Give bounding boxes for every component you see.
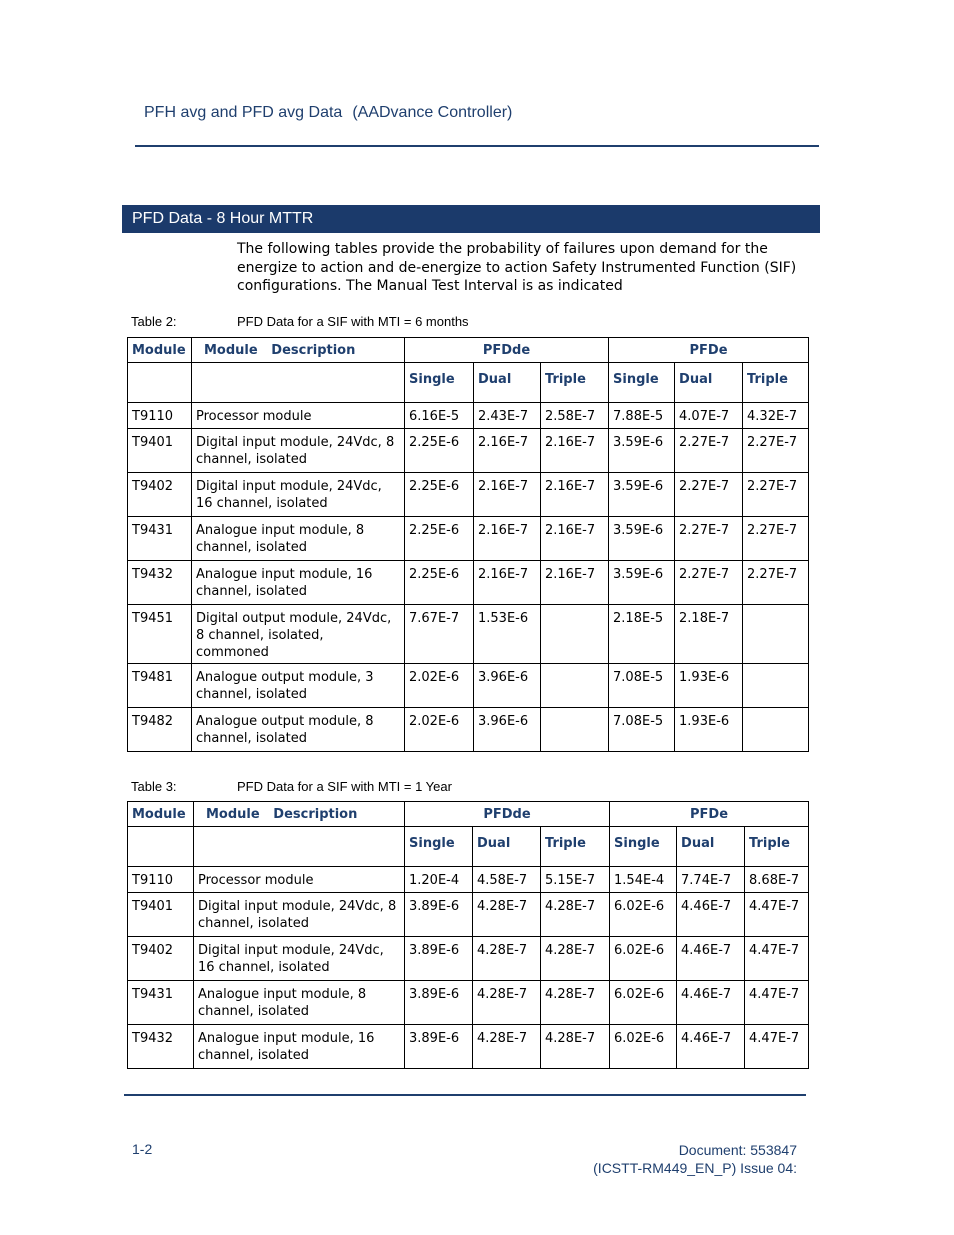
value-cell	[541, 708, 609, 752]
table3-caption-text: PFD Data for a SIF with MTI = 1 Year	[237, 779, 452, 794]
value-cell: 4.28E-7	[541, 937, 610, 981]
module-cell: T9432	[128, 561, 192, 605]
value-cell: 5.15E-7	[541, 867, 610, 893]
header-rule	[135, 145, 819, 147]
description-cell: Analogue output module, 3 channel, isolated	[192, 664, 405, 708]
value-cell: 2.16E-7	[541, 517, 609, 561]
value-cell: 2.58E-7	[541, 403, 609, 429]
value-cell: 2.25E-6	[405, 561, 474, 605]
value-cell	[541, 605, 609, 664]
table-row	[128, 893, 809, 937]
table2-subheader-blank	[192, 363, 405, 403]
document-issue: (ICSTT-RM449_EN_P) Issue 04:	[593, 1160, 797, 1176]
value-cell: 2.16E-7	[474, 517, 541, 561]
section-title-bar	[122, 205, 820, 233]
value-cell: 4.28E-7	[473, 893, 541, 937]
module-cell: T9431	[128, 981, 194, 1025]
table2	[127, 337, 809, 752]
value-cell: 4.28E-7	[473, 1025, 541, 1069]
table3-subheader-row	[128, 827, 809, 867]
table2-subheader-row	[128, 363, 809, 403]
value-cell	[743, 664, 809, 708]
table3	[127, 801, 809, 1069]
value-cell: 3.59E-6	[609, 561, 675, 605]
module-cell: T9401	[128, 893, 194, 937]
module-cell: T9402	[128, 937, 194, 981]
value-cell: 2.27E-7	[743, 429, 809, 473]
module-cell: T9482	[128, 708, 192, 752]
value-cell: 1.93E-6	[675, 664, 743, 708]
value-cell: 3.59E-6	[609, 517, 675, 561]
table-row	[128, 664, 809, 708]
value-cell: 4.46E-7	[677, 981, 745, 1025]
description-cell: Analogue output module, 8 channel, isolated	[192, 708, 405, 752]
value-cell: 2.43E-7	[474, 403, 541, 429]
document-number: Document: 553847	[678, 1142, 797, 1158]
table-row	[128, 867, 809, 893]
value-cell: 1.54E-4	[610, 867, 677, 893]
table2-subheader-blank	[128, 363, 192, 403]
value-cell: 2.18E-7	[675, 605, 743, 664]
value-cell: 2.27E-7	[743, 561, 809, 605]
value-cell: 1.93E-6	[675, 708, 743, 752]
running-header	[144, 104, 512, 122]
value-cell: 4.46E-7	[677, 1025, 745, 1069]
value-cell: 3.96E-6	[474, 708, 541, 752]
value-cell: 4.28E-7	[473, 937, 541, 981]
value-cell	[743, 708, 809, 752]
table3-subheader-blank	[128, 827, 194, 867]
value-cell: 7.74E-7	[677, 867, 745, 893]
value-cell: 2.16E-7	[541, 429, 609, 473]
header-subtitle: (AADvance Controller)	[352, 104, 513, 121]
header-title: PFH avg and PFD avg Data	[144, 104, 343, 121]
table3-subheader-blank	[194, 827, 405, 867]
table2-header-module-description: Module Description	[192, 338, 405, 363]
value-cell: 6.02E-6	[610, 981, 677, 1025]
description-cell: Digital input module, 24Vdc, 8 channel, isolated	[192, 429, 405, 473]
table2-subheader-single: Single	[405, 363, 474, 403]
table-row	[128, 605, 809, 664]
section-title: PFD Data - 8 Hour MTTR	[132, 210, 314, 227]
table-row	[128, 708, 809, 752]
module-cell: T9402	[128, 473, 192, 517]
value-cell: 2.27E-7	[675, 473, 743, 517]
description-cell: Digital input module, 24Vdc, 8 channel, isolated	[194, 893, 405, 937]
table3-subheader-dual: Dual	[473, 827, 541, 867]
table2-subheader-dual: Dual	[474, 363, 541, 403]
value-cell: 3.59E-6	[609, 473, 675, 517]
value-cell: 2.25E-6	[405, 429, 474, 473]
value-cell: 4.07E-7	[675, 403, 743, 429]
value-cell: 2.02E-6	[405, 664, 474, 708]
module-cell: T9432	[128, 1025, 194, 1069]
value-cell: 7.08E-5	[609, 664, 675, 708]
table2-subheader-dual: Dual	[675, 363, 743, 403]
table3-caption-number: Table 3:	[131, 779, 177, 794]
description-cell: Digital output module, 24Vdc, 8 channel, isolated, commoned	[192, 605, 405, 664]
value-cell: 6.02E-6	[610, 937, 677, 981]
description-cell: Processor module	[194, 867, 405, 893]
table3-header-pfde: PFDe	[610, 802, 809, 827]
module-cell: T9451	[128, 605, 192, 664]
value-cell: 7.08E-5	[609, 708, 675, 752]
description-cell: Digital input module, 24Vdc, 16 channel, isolated	[192, 473, 405, 517]
value-cell: 4.28E-7	[541, 1025, 610, 1069]
table2-header-row	[128, 338, 809, 363]
table2-subheader-triple: Triple	[541, 363, 609, 403]
value-cell: 2.18E-5	[609, 605, 675, 664]
value-cell: 2.16E-7	[474, 473, 541, 517]
table2-subheader-triple: Triple	[743, 363, 809, 403]
value-cell: 2.16E-7	[474, 561, 541, 605]
table3-subheader-dual: Dual	[677, 827, 745, 867]
value-cell: 4.28E-7	[541, 893, 610, 937]
module-cell: T9481	[128, 664, 192, 708]
value-cell: 4.47E-7	[745, 1025, 809, 1069]
table3-subheader-triple: Triple	[541, 827, 610, 867]
value-cell: 3.89E-6	[405, 1025, 473, 1069]
table3-caption	[131, 779, 452, 794]
table2-subheader-single: Single	[609, 363, 675, 403]
value-cell: 4.58E-7	[473, 867, 541, 893]
table-row	[128, 429, 809, 473]
value-cell: 1.20E-4	[405, 867, 473, 893]
value-cell: 7.67E-7	[405, 605, 474, 664]
value-cell: 1.53E-6	[474, 605, 541, 664]
table2-caption-text: PFD Data for a SIF with MTI = 6 months	[237, 314, 469, 329]
value-cell: 6.02E-6	[610, 893, 677, 937]
table-row	[128, 403, 809, 429]
value-cell: 2.16E-7	[541, 473, 609, 517]
description-cell: Analogue input module, 16 channel, isolated	[194, 1025, 405, 1069]
table-row	[128, 517, 809, 561]
table3-subheader-triple: Triple	[745, 827, 809, 867]
document-reference	[593, 1141, 797, 1177]
value-cell: 7.88E-5	[609, 403, 675, 429]
table3-header-row	[128, 802, 809, 827]
footer-rule	[124, 1094, 806, 1096]
value-cell: 2.25E-6	[405, 517, 474, 561]
table2-header-module: Module	[128, 338, 192, 363]
table3-header-pfdde: PFDde	[405, 802, 610, 827]
table2-header-pfdde: PFDde	[405, 338, 609, 363]
table-row	[128, 561, 809, 605]
module-cell: T9431	[128, 517, 192, 561]
value-cell: 3.96E-6	[474, 664, 541, 708]
module-cell: T9110	[128, 867, 194, 893]
value-cell: 6.16E-5	[405, 403, 474, 429]
table3-header-module: Module	[128, 802, 194, 827]
value-cell: 4.28E-7	[473, 981, 541, 1025]
module-cell: T9401	[128, 429, 192, 473]
value-cell: 3.89E-6	[405, 937, 473, 981]
description-cell: Analogue input module, 8 channel, isolated	[194, 981, 405, 1025]
table-row	[128, 473, 809, 517]
value-cell: 2.16E-7	[474, 429, 541, 473]
value-cell: 4.28E-7	[541, 981, 610, 1025]
table-row	[128, 1025, 809, 1069]
value-cell: 2.27E-7	[675, 429, 743, 473]
description-cell: Analogue input module, 16 channel, isolated	[192, 561, 405, 605]
page-number: 1-2	[132, 1141, 153, 1157]
value-cell: 2.27E-7	[743, 517, 809, 561]
value-cell: 4.46E-7	[677, 937, 745, 981]
table2-caption	[131, 314, 469, 329]
value-cell: 2.16E-7	[541, 561, 609, 605]
table2-header-pfde: PFDe	[609, 338, 809, 363]
value-cell: 3.59E-6	[609, 429, 675, 473]
value-cell	[541, 664, 609, 708]
value-cell: 3.89E-6	[405, 981, 473, 1025]
table3-subheader-single: Single	[405, 827, 473, 867]
value-cell: 4.32E-7	[743, 403, 809, 429]
value-cell: 4.47E-7	[745, 937, 809, 981]
value-cell: 2.27E-7	[675, 517, 743, 561]
description-cell: Digital input module, 24Vdc, 16 channel, isolated	[194, 937, 405, 981]
value-cell: 2.27E-7	[675, 561, 743, 605]
value-cell: 4.47E-7	[745, 893, 809, 937]
table3-header-module-description: Module Description	[194, 802, 405, 827]
value-cell: 3.89E-6	[405, 893, 473, 937]
value-cell: 4.47E-7	[745, 981, 809, 1025]
intro-paragraph: The following tables provide the probability of failures upon demand for the energize to action and de-energize to action Safety Instrumented Function (SIF) configurations. The Manual Test Interval is as indicated	[237, 241, 797, 294]
value-cell: 2.25E-6	[405, 473, 474, 517]
table3-subheader-single: Single	[610, 827, 677, 867]
table-row	[128, 937, 809, 981]
value-cell: 6.02E-6	[610, 1025, 677, 1069]
table2-caption-number: Table 2:	[131, 314, 177, 329]
value-cell: 8.68E-7	[745, 867, 809, 893]
value-cell: 2.27E-7	[743, 473, 809, 517]
table-row	[128, 981, 809, 1025]
value-cell: 4.46E-7	[677, 893, 745, 937]
value-cell	[743, 605, 809, 664]
value-cell: 2.02E-6	[405, 708, 474, 752]
description-cell: Processor module	[192, 403, 405, 429]
description-cell: Analogue input module, 8 channel, isolated	[192, 517, 405, 561]
module-cell: T9110	[128, 403, 192, 429]
